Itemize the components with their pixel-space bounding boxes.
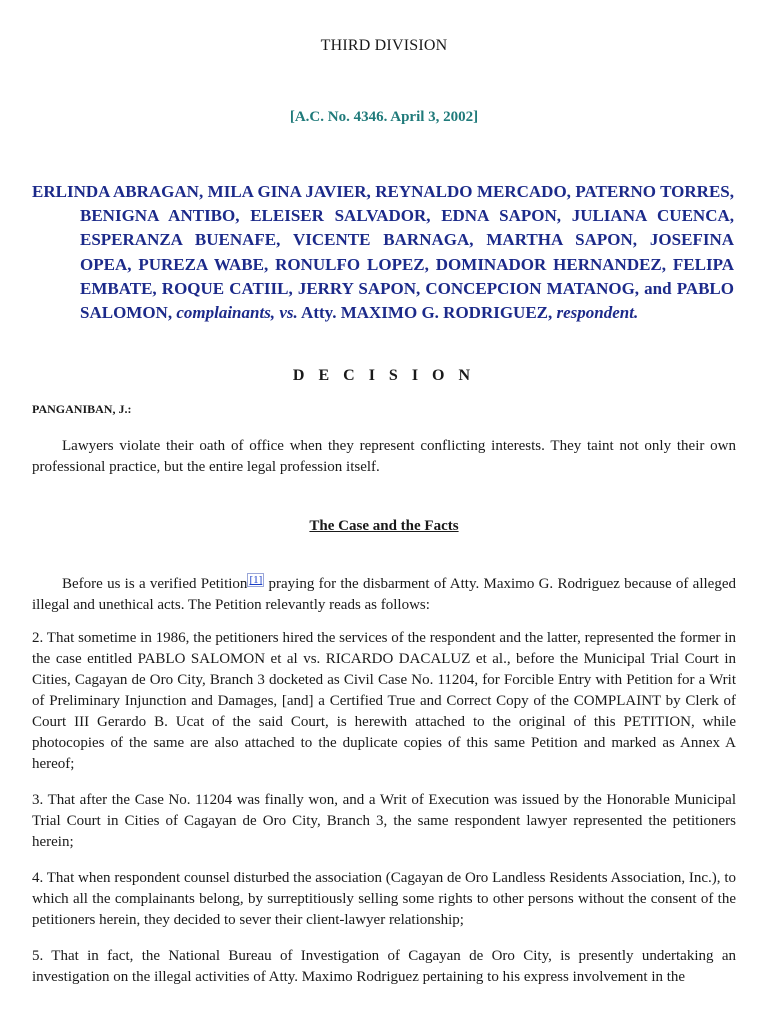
- respondent-name: Atty. MAXIMO G. RODRIGUEZ,: [301, 303, 553, 323]
- division-heading: THIRD DIVISION: [320, 37, 448, 54]
- complainants-label: complainants,: [176, 303, 276, 323]
- list-item: 3. That after the Case No. 11204 was finally won, and a Writ of Execution was issued by the Honorable Municipal Trial Court in Cities of Cagayan de Oro City, Branch 3, the same respondent lawyer represented the petitioners herein;: [32, 792, 736, 850]
- list-item: 5. That in fact, the National Bureau of Investigation of Cagayan de Oro City, is presently undertaking an investigation on the illegal activities of Atty. Maximo Rodriguez pertaining to his express involvement in the: [32, 948, 736, 985]
- decision-title: D E C I S I O N: [292, 367, 476, 384]
- versus-label: vs.: [279, 303, 298, 323]
- petition-text-before: Before us is a verified Petition: [62, 576, 248, 592]
- parties-block: [32, 180, 734, 325]
- petition-text-after: praying for the disbarment of Atty. Maximo G. Rodriguez because of alleged illegal and unethical acts. The Petition relevantly reads as follows:: [32, 576, 736, 613]
- ponente: PANGANIBAN, J.:: [32, 402, 132, 416]
- list-item: 4. That when respondent counsel disturbed the association (Cagayan de Oro Landless Residents Association, Inc.), to which all the complainants belong, by surreptitiously selling some rights to other persons without the consent of the petitioners herein, they decided to sever their client-lawyer relationship;: [32, 870, 736, 928]
- respondent-label: respondent.: [556, 303, 639, 323]
- section-heading: The Case and the Facts: [309, 518, 459, 534]
- list-item: 2. That sometime in 1986, the petitioners hired the services of the respondent and the latter, represented the former in the case entitled PABLO SALOMON et al vs. RICARDO DACALUZ et al., before the Municipal Trial Court in Cities, Cagayan de Oro City, Branch 3 docketed as Civil Case No. 11204, for Forcible Entry with Petition for a Writ of Preliminary Injunction and Damages, [and] a Certified True and Correct Copy of the COMPLAINT by Clerk of Court III Gerardo B. Ucat of the said Court, is herewith attached to the original of this PETITION, while photocopies of the same are also attached to the duplicate copies of this same Petition and marked as Annex A hereof;: [32, 630, 736, 772]
- complainant-names: ERLINDA ABRAGAN, MILA GINA JAVIER, REYNALDO MERCADO, PATERNO TORRES, BENIGNA ANTIBO, ELEISER SALVADOR, EDNA SAPON, JULIANA CUENCA, ESPERANZA BUENAFE, VICENTE BARNAGA, MARTHA SAPON, JOSEFINA OPEA, PUREZA WABE, RONULFO LOPEZ, DOMINADOR HERNANDEZ, FELIPA EMBATE, ROQUE CATIIL, JERRY SAPON, CONCEPCION MATANOG, and PABLO SALOMON,: [32, 182, 734, 323]
- petition-paragraph: [32, 570, 736, 616]
- footnote-link[interactable]: [1]: [249, 574, 263, 586]
- intro-paragraph: Lawyers violate their oath of office when they represent conflicting interests. They taint not only their own professional practice, but the entire legal profession itself.: [32, 438, 736, 475]
- case-number: [A.C. No. 4346. April 3, 2002]: [289, 109, 479, 125]
